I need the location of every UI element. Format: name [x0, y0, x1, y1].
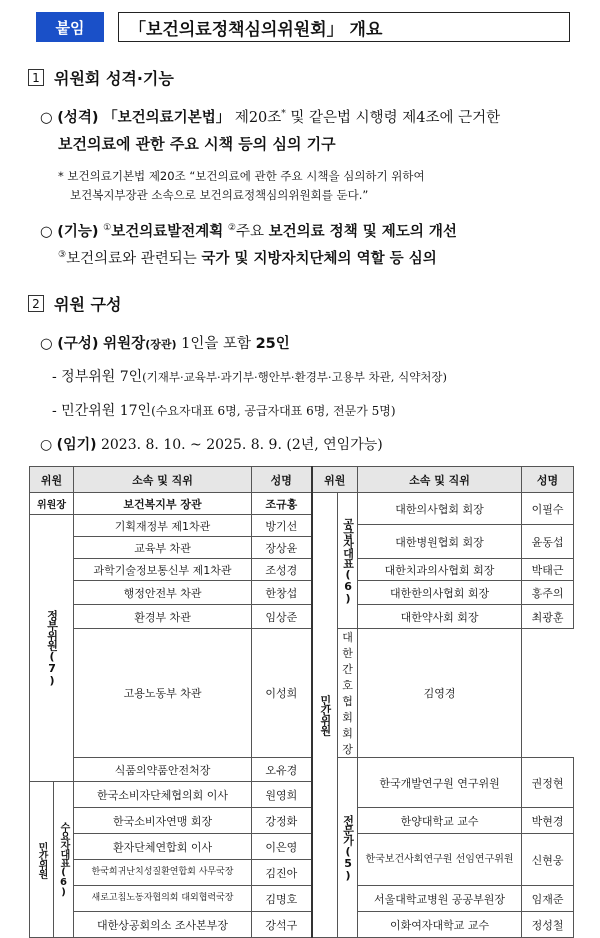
- demand-group: 수요자대표(6): [54, 782, 74, 938]
- position-cell: 한국소비자단체협의회 이사: [74, 782, 252, 808]
- page-title: 「보건의료정책심의위원회」 개요: [118, 12, 570, 42]
- gov-line: [52, 366, 447, 386]
- name-cell: 오유경: [252, 758, 312, 782]
- bullet: ○: [40, 110, 53, 126]
- circle-1: ①: [103, 223, 112, 234]
- function-item2b: 보건의료 정책 및 제도의 개선: [268, 224, 457, 240]
- attachment-badge: 붙임: [36, 12, 104, 42]
- position-cell: 행정안전부 차관: [74, 581, 252, 605]
- nature-label: (성격): [57, 110, 99, 126]
- position-cell: 과학기술정보통신부 제1차관: [74, 559, 252, 581]
- function-item3b: 국가 및 지방자치단체의 역할 등 심의: [201, 251, 437, 267]
- note-line2: 보건복지부장관 소속으로 보건의료정책심의위원회를 둔다.”: [70, 188, 369, 202]
- expert-group: 전문가(5): [338, 758, 358, 938]
- term-label: (임기): [56, 437, 97, 453]
- position-cell: 한국소비자연맹 회장: [74, 808, 252, 834]
- section2-title: 위원 구성: [54, 295, 122, 314]
- table-row: [30, 758, 574, 782]
- name-cell: 권정현: [522, 758, 574, 808]
- position-cell: 한국보건사회연구원 선임연구위원: [358, 834, 522, 886]
- chair-note: (장관): [145, 338, 177, 351]
- position-cell: 서울대학교병원 공공부원장: [358, 886, 522, 912]
- table-header-row: [30, 467, 574, 493]
- header-cell: 위원: [30, 467, 74, 493]
- position-cell: 고용노동부 차관: [74, 629, 252, 758]
- article: 제20조: [234, 110, 282, 126]
- table-row: [30, 493, 574, 515]
- function-item3a: 보건의료와 관련되는: [66, 251, 202, 267]
- name-cell: 한창섭: [252, 581, 312, 605]
- function-item1: 보건의료발전계획: [111, 224, 224, 240]
- table-row: [30, 629, 574, 758]
- civ-group: 민간위원: [30, 782, 54, 938]
- bullet: ○: [40, 336, 53, 352]
- position-cell: 한양대학교 교수: [358, 808, 522, 834]
- name-cell: 이필수: [522, 493, 574, 525]
- position-cell: 대한병원협회 회장: [358, 525, 522, 559]
- term-line: [40, 434, 383, 454]
- section1-number: 1: [28, 69, 44, 86]
- composition-label: (구성): [57, 336, 99, 352]
- header: [36, 12, 570, 42]
- circle-2: ②: [227, 223, 236, 234]
- name-cell: 김진아: [252, 860, 312, 886]
- name-cell: 이성희: [252, 629, 312, 758]
- term-value: 2023. 8. 10. ~ 2025. 8. 9. (2년, 연임가능): [96, 437, 383, 453]
- composition-total: 25인: [255, 336, 290, 352]
- nature-rest: 및 같은법 시행령 제4조에 근거한: [285, 110, 501, 126]
- law-name: 「보건의료기본법」: [103, 110, 231, 126]
- position-cell: 기획재정부 제1차관: [74, 515, 252, 537]
- function-line: [40, 220, 457, 241]
- name-cell: 임상준: [252, 605, 312, 629]
- nature-line: [40, 106, 500, 127]
- position-cell: 대한치과의사협회 회장: [358, 559, 522, 581]
- name-cell: 임재준: [522, 886, 574, 912]
- civ-detail: (수요자대표 6명, 공급자대표 6명, 전문가 5명): [151, 404, 396, 418]
- chair-group: 위원장: [30, 493, 74, 515]
- name-cell: 신현웅: [522, 834, 574, 886]
- name-cell: 방기선: [252, 515, 312, 537]
- table-row: [30, 559, 574, 581]
- star: *: [281, 109, 286, 120]
- header-cell: 성명: [522, 467, 574, 493]
- chair: 위원장: [103, 336, 146, 352]
- header-cell: 소속 및 직위: [74, 467, 252, 493]
- table-row: [30, 912, 574, 938]
- name-cell: 강정화: [252, 808, 312, 834]
- position-cell: 한국개발연구원 연구위원: [358, 758, 522, 808]
- position-cell: 보건복지부 장관: [74, 493, 252, 515]
- table-row: [30, 886, 574, 912]
- position-cell: 환경부 차관: [74, 605, 252, 629]
- section2-number: 2: [28, 295, 44, 312]
- name-cell: 강석구: [252, 912, 312, 938]
- gov-label: - 정부위원 7인: [52, 369, 143, 385]
- section2-heading: [28, 292, 121, 315]
- position-cell: 대한한의사협회 회장: [358, 581, 522, 605]
- function-line2: [58, 247, 437, 268]
- civ-group-right: 민간위원: [312, 493, 338, 938]
- composition-mid: 1인을 포함: [176, 336, 256, 352]
- circle-3: ③: [58, 250, 67, 261]
- note-line1: * 보건의료기본법 제20조 “보건의료에 관한 주요 시책을 심의하기 위하여: [58, 169, 425, 183]
- committee-table: [29, 466, 574, 938]
- position-cell: 이화여자대학교 교수: [358, 912, 522, 938]
- name-cell: 윤동섭: [522, 525, 574, 559]
- gov-group: 정부위원(7): [30, 515, 74, 782]
- name-cell: 조규홍: [252, 493, 312, 515]
- function-item2a: 주요: [235, 224, 269, 240]
- position-cell: 교육부 차관: [74, 537, 252, 559]
- position-cell: 대한약사회 회장: [358, 605, 522, 629]
- nature-line2: 보건의료에 관한 주요 시책 등의 심의 기구: [58, 135, 336, 153]
- name-cell: 김영경: [358, 629, 522, 758]
- name-cell: 장상윤: [252, 537, 312, 559]
- name-cell: 박태근: [522, 559, 574, 581]
- position-cell: 새로고침노동자협의회 대외협력국장: [74, 886, 252, 912]
- table-row: [30, 808, 574, 834]
- gov-detail: (기재부·교육부·과기부·행안부·환경부·고용부 차관, 식약처장): [142, 370, 448, 384]
- bullet: ○: [40, 224, 53, 240]
- position-cell: 대한간호협회 회장: [338, 629, 358, 758]
- header-cell: 위원: [312, 467, 358, 493]
- name-cell: 홍주의: [522, 581, 574, 605]
- position-cell: 한국희귀난치성질환연합회 사무국장: [74, 860, 252, 886]
- name-cell: 정성철: [522, 912, 574, 938]
- function-label: (기능): [57, 224, 99, 240]
- position-cell: 대한의사협회 회장: [358, 493, 522, 525]
- table-row: [30, 581, 574, 605]
- supply-group: 공급자대표(6): [338, 493, 358, 629]
- civ-label: - 민간위원 17인: [52, 403, 152, 419]
- table-row: [30, 834, 574, 860]
- section1-title: 위원회 성격·기능: [54, 69, 174, 88]
- position-cell: 식품의약품안전처장: [74, 758, 252, 782]
- header-cell: 성명: [252, 467, 312, 493]
- name-cell: 조성경: [252, 559, 312, 581]
- name-cell: 박현경: [522, 808, 574, 834]
- composition-line: [40, 332, 290, 353]
- name-cell: 원영희: [252, 782, 312, 808]
- position-cell: 대한상공회의소 조사본부장: [74, 912, 252, 938]
- bullet: ○: [40, 437, 53, 453]
- header-cell: 소속 및 직위: [358, 467, 522, 493]
- position-cell: 환자단체연합회 이사: [74, 834, 252, 860]
- table-row: [30, 605, 574, 629]
- section1-heading: [28, 66, 174, 89]
- civ-line: [52, 400, 396, 420]
- name-cell: 최광훈: [522, 605, 574, 629]
- name-cell: 김명호: [252, 886, 312, 912]
- name-cell: 이은영: [252, 834, 312, 860]
